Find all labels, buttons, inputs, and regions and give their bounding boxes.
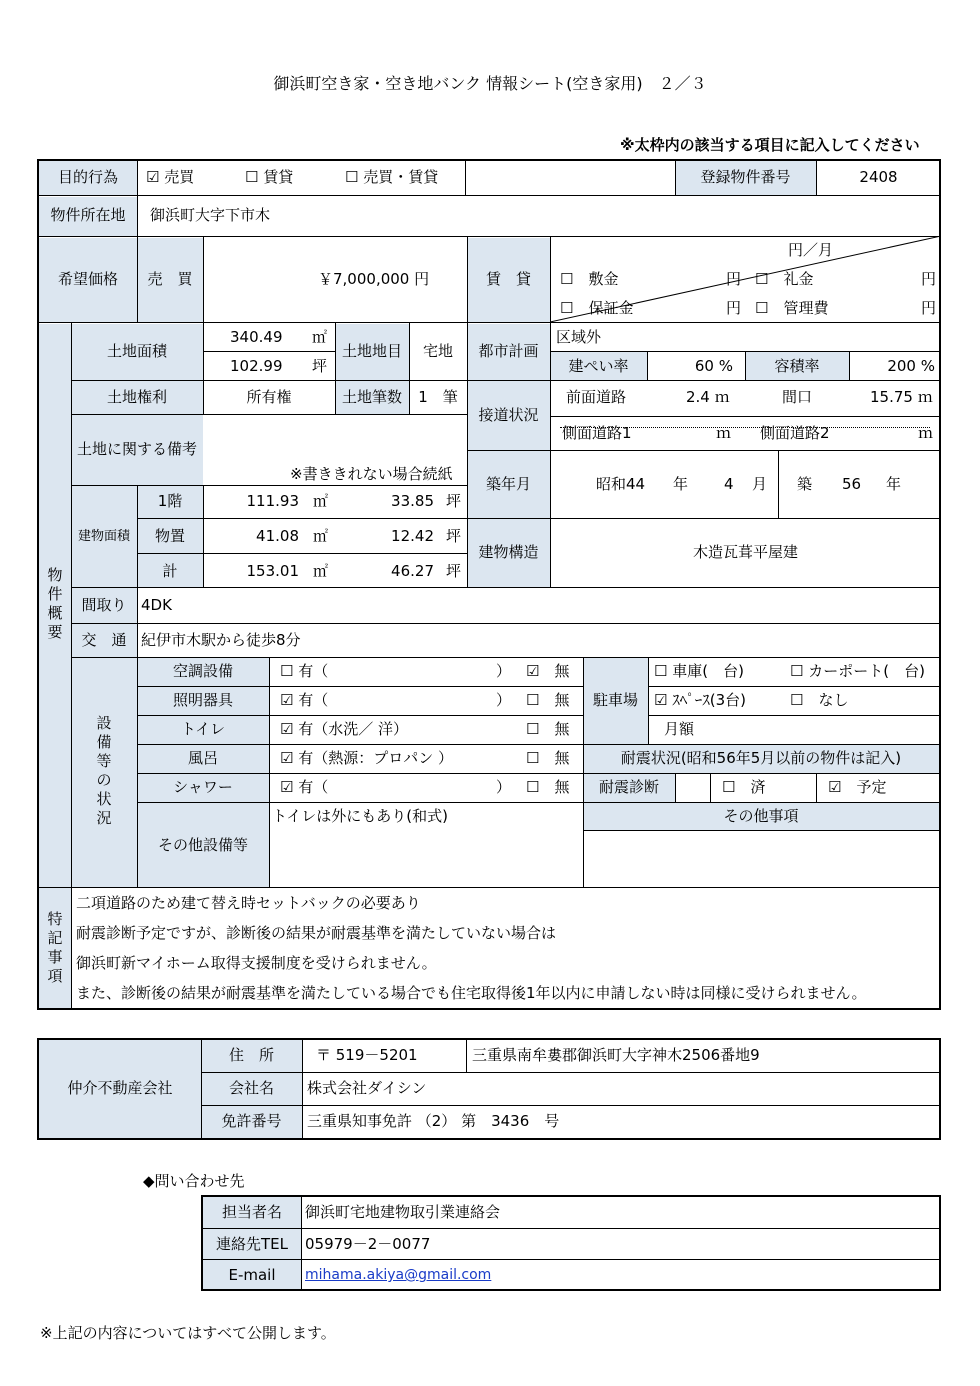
floor-tsubo: 12.42 (391, 527, 434, 545)
front-road-value: 2.4 ｍ (686, 388, 730, 406)
land-note-continuation: ※書ききれない場合続紙 (290, 465, 453, 483)
city-plan-value: 区域外 (556, 328, 602, 346)
facility-none: ☑ 無 (526, 662, 570, 680)
broker-address-label: 住 所 (228, 1046, 274, 1064)
both-checkbox[interactable]: ☐ (345, 168, 359, 186)
side-road2-unit: ｍ (918, 424, 934, 442)
page-title: 御浜町空き家・空き地バンク 情報シート(空き家用) ２／３ (273, 74, 707, 93)
key-money-field: ☐ 礼金 (755, 270, 814, 288)
age-value: 56 (842, 475, 862, 493)
land-lots-value: 1 筆 (418, 388, 458, 406)
remarks-vertical-label: 特記事項 (47, 910, 63, 985)
land-area-label: 土地面積 (106, 342, 167, 360)
facility-close: ） (496, 662, 512, 680)
facility-value: ☑ 有（水洗／ 洋） (280, 720, 408, 738)
quake-done: ☐ 済 (722, 778, 766, 796)
option-label: 売買 (164, 168, 195, 186)
bcr-value: 60 % (694, 357, 733, 375)
other-items-label: その他事項 (723, 807, 799, 825)
rent-checkbox[interactable]: ☐ (245, 168, 259, 186)
guarantee-yen: 円 (726, 299, 742, 317)
contact-heading: ◆問い合わせ先 (143, 1172, 245, 1190)
other-facilities-label: その他設備等 (157, 836, 248, 854)
registration-label: 登録物件番号 (700, 168, 791, 186)
unit-m2: ㎡ (313, 492, 329, 510)
remark-line: 御浜町新マイホーム取得支援制度を受けられません。 (76, 954, 437, 972)
unit-tsubo: 坪 (446, 562, 462, 580)
sale-checkbox[interactable]: ☑ (146, 168, 160, 186)
contact-email-link[interactable]: mihama.akiya@gmail.com (305, 1267, 492, 1283)
deposit-yen: 円 (726, 270, 742, 288)
contact-person-label: 担当者名 (221, 1203, 282, 1221)
side-road1-label: 側面道路1 (562, 424, 632, 442)
layout-label: 間取り (81, 596, 127, 614)
age-label: 築 (797, 475, 813, 493)
sale-price-value: ￥7,000,000 円 (318, 270, 430, 288)
footer-note: ※上記の内容についてはすべて公開します。 (40, 1324, 336, 1342)
facility-label: 風呂 (187, 749, 218, 767)
facility-value: ☑ 有（ (280, 691, 329, 709)
other-facilities-value: トイレは外にもあり(和式) (272, 807, 448, 825)
location-value: 御浜町大字下市木 (150, 206, 271, 224)
deposit-field: ☐ 敷金 (560, 270, 619, 288)
contact-email-label: E-mail (228, 1266, 276, 1284)
land-note-label: 土地に関する備考 (76, 440, 197, 458)
facility-none: ☐ 無 (526, 749, 570, 767)
facilities-vertical-label: 設備等の状況 (96, 714, 112, 827)
city-plan-label: 都市計画 (478, 342, 539, 360)
remark-line: 二項道路のため建て替え時セットバックの必要あり (76, 894, 421, 912)
contact-tel-label: 連絡先TEL (216, 1235, 288, 1253)
remark-line: また、診断後の結果が耐震基準を満たしている場合でも住宅取得後1年以内に申請しない時は同様に受けられません。 (76, 984, 867, 1002)
land-right-label: 土地権利 (106, 388, 167, 406)
facility-close: ） (496, 691, 512, 709)
land-area-tsubo: 102.99 (230, 357, 283, 375)
built-era: 昭和44 (596, 475, 646, 493)
structure-label: 建物構造 (478, 543, 539, 561)
parking-label: 駐車場 (592, 691, 638, 709)
remark-line: 耐震診断予定ですが、診断後の結果が耐震基準を満たしていない場合は (76, 924, 557, 942)
quake-planned: ☑ 予定 (828, 778, 887, 796)
floor-m2: 41.08 (256, 527, 299, 545)
facility-value: ☐ 有（ (280, 662, 329, 680)
floor-row-label: 物置 (154, 527, 185, 545)
option-label: 売買・賃貸 (363, 168, 439, 186)
facility-none: ☐ 無 (526, 720, 570, 738)
location-label: 物件所在地 (50, 206, 126, 224)
overview-vertical-label: 物件概要 (47, 566, 63, 641)
floor-tsubo: 33.85 (391, 492, 434, 510)
parking-space: ☑ ｽﾍﾟｰｽ(3台) (654, 691, 746, 709)
rent-price-label: 賃 貸 (485, 270, 531, 288)
broker-label: 仲介不動産会社 (67, 1079, 173, 1097)
built-month-unit: 月 (752, 475, 768, 493)
parking-carport: ☐ カーポート( 台) (790, 662, 925, 680)
floor-m2: 111.93 (246, 492, 299, 510)
mgmt-fee-field: ☐ 管理費 (755, 299, 829, 317)
road-label: 接道状況 (478, 406, 539, 424)
key-money-yen: 円 (921, 270, 937, 288)
purpose-label: 目的行為 (57, 168, 118, 186)
side-road1-unit: ｍ (716, 424, 732, 442)
facility-label: トイレ (180, 720, 226, 738)
facility-value: ☑ 有（ (280, 778, 329, 796)
purpose-option-both[interactable] (345, 170, 438, 185)
structure-value: 木造瓦葺平屋建 (692, 543, 798, 561)
mgmt-fee-yen: 円 (921, 299, 937, 317)
broker-company-label: 会社名 (228, 1079, 274, 1097)
unit-m2: ㎡ (313, 527, 329, 545)
land-category-value: 宅地 (422, 342, 453, 360)
facility-label: シャワー (173, 778, 233, 796)
broker-postal: 〒 519－5201 (316, 1046, 418, 1064)
parking-monthly: 月額 (664, 720, 695, 738)
rent-unit: 円／月 (788, 241, 834, 259)
instruction-note: ※太枠内の該当する項目に記入してください (620, 136, 920, 154)
frontage-value: 15.75 ｍ (870, 388, 933, 406)
front-road-label: 前面道路 (566, 388, 627, 406)
broker-license: 三重県知事免許 （2） 第 3436 号 (307, 1112, 560, 1130)
built-month: 4 (724, 475, 734, 493)
unit-tsubo: 坪 (446, 527, 462, 545)
option-label: 賃貸 (263, 168, 294, 186)
built-year-unit: 年 (673, 475, 689, 493)
far-value: 200 % (887, 357, 935, 375)
access-value: 紀伊市木駅から徒歩8分 (141, 631, 301, 649)
unit-m2: ㎡ (312, 328, 328, 346)
unit-tsubo: 坪 (312, 357, 328, 375)
built-label: 築年月 (485, 475, 531, 493)
purpose-option-rent[interactable] (245, 170, 293, 185)
land-right-value: 所有権 (246, 388, 292, 406)
unit-m2: ㎡ (313, 562, 329, 580)
unit-tsubo: 坪 (446, 492, 462, 510)
side-road2-label: 側面道路2 (760, 424, 830, 442)
land-area-m2: 340.49 (230, 328, 283, 346)
bcr-label: 建ぺい率 (568, 357, 629, 375)
age-unit: 年 (886, 475, 902, 493)
land-lots-label: 土地筆数 (341, 388, 402, 406)
facility-label: 空調設備 (172, 662, 233, 680)
frontage-label: 間口 (782, 388, 813, 406)
floor-m2: 153.01 (246, 562, 299, 580)
facility-value: ☑ 有（熱源：プロパン ） (280, 749, 453, 767)
facility-none: ☐ 無 (526, 691, 570, 709)
access-label: 交 通 (81, 631, 127, 649)
floor-tsubo: 46.27 (391, 562, 434, 580)
quake-label: 耐震診断 (598, 778, 659, 796)
broker-license-label: 免許番号 (221, 1112, 282, 1130)
parking-garage: ☐ 車庫( 台) (654, 662, 744, 680)
facility-none: ☐ 無 (526, 778, 570, 796)
contact-person: 御浜町宅地建物取引業連絡会 (305, 1203, 501, 1221)
price-label: 希望価格 (57, 270, 118, 288)
purpose-option-sale[interactable] (146, 170, 194, 185)
land-category-label: 土地地目 (341, 342, 402, 360)
registration-number: 2408 (859, 168, 898, 186)
parking-none: ☐ なし (790, 691, 849, 709)
quake-header: 耐震状況(昭和56年5月以前の物件は記入) (620, 749, 902, 767)
floor-row-label: 計 (162, 562, 178, 580)
floor-area-label: 建物面積 (77, 529, 130, 544)
broker-company: 株式会社ダイシン (307, 1079, 427, 1097)
far-label: 容積率 (774, 357, 820, 375)
guarantee-field: ☐ 保証金 (560, 299, 634, 317)
layout-value: 4DK (141, 596, 172, 614)
facility-label: 照明器具 (172, 691, 233, 709)
sale-price-label: 売 買 (147, 270, 193, 288)
contact-tel: 05979－2－0077 (305, 1235, 431, 1253)
broker-address: 三重県南牟婁郡御浜町大字神木2506番地9 (472, 1046, 760, 1064)
floor-row-label: 1階 (157, 492, 183, 510)
facility-close: ） (496, 778, 512, 796)
